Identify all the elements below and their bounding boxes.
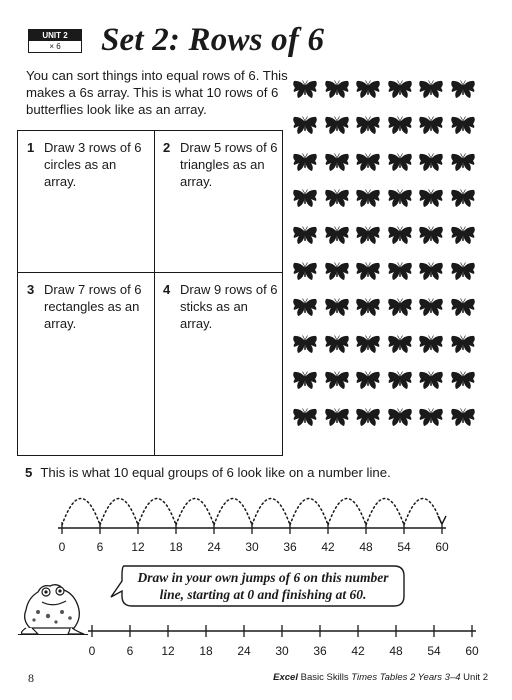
drawing-grid [17,130,283,456]
task-number: 1 [27,140,35,155]
butterfly-icon [418,153,444,173]
butterfly-icon [387,298,413,318]
butterfly-icon [292,371,318,391]
tick-label: 6 [96,540,104,554]
butterfly-icon [324,371,350,391]
butterfly-icon [387,262,413,282]
butterfly-icon [324,262,350,282]
tick-label: 48 [359,540,373,554]
grid-divider-vertical [154,131,155,455]
jump-arc [404,499,442,526]
butterfly-icon [450,189,476,209]
butterfly-icon [450,116,476,136]
jump-arc [252,499,290,526]
butterfly-icon [450,226,476,246]
tick-label: 48 [389,644,403,658]
task-text: Draw 5 rows of 6 triangles as an array. [180,140,278,189]
butterfly-icon [292,262,318,282]
butterfly-icon [292,153,318,173]
butterfly-icon [324,335,350,355]
question-text: This is what 10 equal groups of 6 look like on a number line. [40,465,391,480]
butterfly-icon [387,80,413,100]
tick-label: 54 [427,644,441,658]
butterfly-icon [292,226,318,246]
butterfly-icon [355,116,381,136]
tick-label: 42 [351,644,365,658]
jump-arc [366,499,404,526]
task-number: 4 [163,282,171,297]
unit-sub: × 6 [49,42,61,51]
butterfly-icon [418,189,444,209]
question-5 [25,465,391,480]
tick-label: 30 [245,540,259,554]
tick-label: 24 [207,540,221,554]
butterfly-icon [418,371,444,391]
butterfly-icon [418,408,444,428]
butterfly-icon [324,408,350,428]
jump-arc [176,499,214,526]
butterfly-icon [292,189,318,209]
butterfly-icon [450,408,476,428]
grid-divider-horizontal [18,272,282,273]
task-1[interactable] [27,139,147,259]
page-number: 8 [28,671,34,685]
tick-label: 18 [169,540,183,554]
jump-arc [290,499,328,526]
jump-arc [100,499,138,526]
jump-arc [62,499,100,526]
bubble-text: Draw in your own jumps of 6 on this number line, starting at 0 and finishing at 60. [137,570,389,602]
footer-series: Basic Skills [300,672,349,683]
butterfly-icon [418,335,444,355]
page-title: Set 2: Rows of 6 [101,22,325,58]
task-text: Draw 9 rows of 6 sticks as an array. [180,282,278,331]
task-4[interactable] [163,281,283,441]
butterfly-icon [292,80,318,100]
butterfly-icon [355,262,381,282]
tick-label: 30 [275,644,289,658]
footer-unit: Unit 2 [463,672,488,683]
intro-text: You can sort things into equal rows of 6. This makes a 6s array. This is what 10 rows of 6 butterflies look like as an array. [26,68,288,117]
butterfly-icon [355,335,381,355]
butterfly-icon [324,116,350,136]
butterfly-icon [324,80,350,100]
tick-label: 60 [465,644,479,658]
task-text: Draw 7 rows of 6 rectangles as an array. [44,282,142,331]
butterfly-icon [450,335,476,355]
butterfly-icon [324,226,350,246]
butterfly-icon [292,408,318,428]
tick-label: 12 [131,540,145,554]
butterfly-icon [292,335,318,355]
task-number: 2 [163,140,171,155]
butterfly-icon [355,371,381,391]
butterfly-icon [387,335,413,355]
butterfly-icon [418,116,444,136]
jump-arc [138,499,176,526]
butterfly-array [292,80,478,452]
butterfly-icon [418,262,444,282]
jump-arc [214,499,252,526]
butterfly-icon [387,116,413,136]
butterfly-icon [387,408,413,428]
question-number: 5 [25,465,33,480]
butterfly-icon [355,298,381,318]
tick-label: 12 [161,644,175,658]
butterfly-icon [418,80,444,100]
butterfly-icon [355,408,381,428]
unit-label: UNIT 2 [29,30,81,41]
tick-label: 0 [88,644,96,658]
butterfly-icon [450,153,476,173]
tick-label: 60 [435,540,449,554]
butterfly-icon [387,153,413,173]
footer-credit [273,672,488,683]
butterfly-icon [450,298,476,318]
butterfly-icon [450,80,476,100]
arrow-head-icon [438,516,446,524]
butterfly-icon [324,153,350,173]
butterfly-icon [450,371,476,391]
butterfly-icon [355,153,381,173]
tick-label: 6 [126,644,134,658]
footer-book: Times Tables 2 Years 3–4 [351,672,461,683]
task-text: Draw 3 rows of 6 circles as an array. [44,140,142,189]
butterfly-icon [355,226,381,246]
butterfly-icon [292,298,318,318]
butterfly-icon [355,189,381,209]
butterfly-icon [355,80,381,100]
butterfly-icon [418,226,444,246]
tick-label: 42 [321,540,335,554]
task-2[interactable] [163,139,283,259]
frog-icon [18,576,88,636]
butterfly-icon [387,189,413,209]
butterfly-icon [450,262,476,282]
butterfly-icon [387,371,413,391]
task-number: 3 [27,282,35,297]
butterfly-icon [292,116,318,136]
tick-label: 36 [313,644,327,658]
tick-label: 54 [397,540,411,554]
footer-brand: Excel [273,672,298,683]
butterfly-icon [418,298,444,318]
butterfly-icon [324,189,350,209]
jump-arc [328,499,366,526]
tick-label: 18 [199,644,213,658]
butterfly-icon [324,298,350,318]
speech-bubble [110,565,406,607]
tick-label: 0 [58,540,66,554]
task-3[interactable] [27,281,147,441]
tick-label: 24 [237,644,251,658]
tick-label: 36 [283,540,297,554]
unit-badge [28,29,82,53]
butterfly-icon [387,226,413,246]
